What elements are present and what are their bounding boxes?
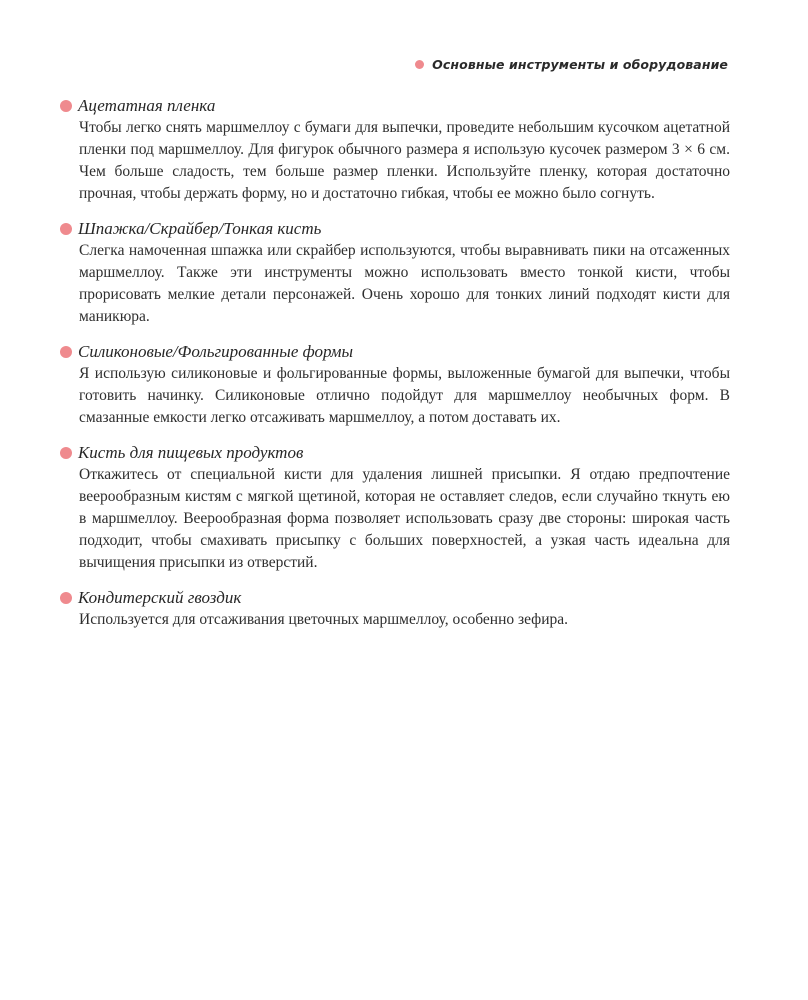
- bullet-dot-icon: [60, 447, 72, 459]
- bullet-dot-icon: [60, 346, 72, 358]
- section-paragraph: Используется для отсаживания цветочных маршмеллоу, особенно зефира.: [79, 611, 569, 628]
- section-heading-text: Шпажка/Скрайбер/Тонкая кисть: [78, 219, 322, 238]
- section-heading-text: Ацетатная пленка: [78, 96, 216, 115]
- running-header: [415, 57, 728, 72]
- section-paragraph: Я использую силиконовые и фольгированные формы, выложенные бумагой для выпечки, чтобы готовить начинку. Силиконовые отлично подойдут для маршмеллоу необычных форм. В смазанные емкости легко отсаживать маршмеллоу, а потом доставать их.: [79, 365, 730, 426]
- section-heading: [60, 442, 730, 464]
- section-paragraph: Откажитесь от специальной кисти для удаления лишней присыпки. Я отдаю предпочтение веерообразным кистям с мягкой щетиной, которая не оставляет следов, если случайно ткнуть ею в маршмеллоу. Веерообразная форма позволяет использовать сразу две стороны: широкая часть подходит, чтобы смахивать присыпку с больших поверхностей, а узкая часть идеальна для вычищения присыпки из отверстий.: [79, 466, 730, 571]
- bullet-dot-icon: [60, 100, 72, 112]
- section-flower-nail: [60, 587, 730, 631]
- section-skewer-scriber-brush: [60, 218, 730, 328]
- section-heading: [60, 587, 730, 609]
- section-acetate-film: [60, 95, 730, 205]
- bullet-dot-icon: [60, 592, 72, 604]
- section-heading: [60, 218, 730, 240]
- section-food-brush: [60, 442, 730, 574]
- section-silicone-foil-molds: [60, 341, 730, 429]
- section-heading: [60, 95, 730, 117]
- page-content: [60, 95, 730, 644]
- section-paragraph: Слегка намоченная шпажка или скрайбер используются, чтобы выравнивать пики на отсаженных маршмеллоу. Также эти инструменты можно использовать вместо тонкой кисти, чтобы прорисовать мелкие детали персонажей. Очень хорошо для тонких линий подходят кисти для маникюра.: [79, 242, 730, 325]
- section-heading-text: Кисть для пищевых продуктов: [78, 443, 304, 462]
- header-bullet-icon: [415, 60, 424, 69]
- section-heading-text: Силиконовые/Фольгированные формы: [78, 342, 353, 361]
- running-header-title: Основные инструменты и оборудование: [432, 57, 728, 72]
- section-heading-text: Кондитерский гвоздик: [78, 588, 242, 607]
- bullet-dot-icon: [60, 223, 72, 235]
- section-heading: [60, 341, 730, 363]
- section-paragraph: Чтобы легко снять маршмеллоу с бумаги для выпечки, проведите небольшим кусочком ацетатной пленки под маршмеллоу. Для фигурок обычного размера я использую кусочек размером 3 × 6 см. Чем больше сладость, тем больше размер пленки. Используйте пленку, которая достаточно прочная, чтобы держать форму, но и достаточно гибкая, чтобы ее можно было согнуть.: [79, 119, 730, 202]
